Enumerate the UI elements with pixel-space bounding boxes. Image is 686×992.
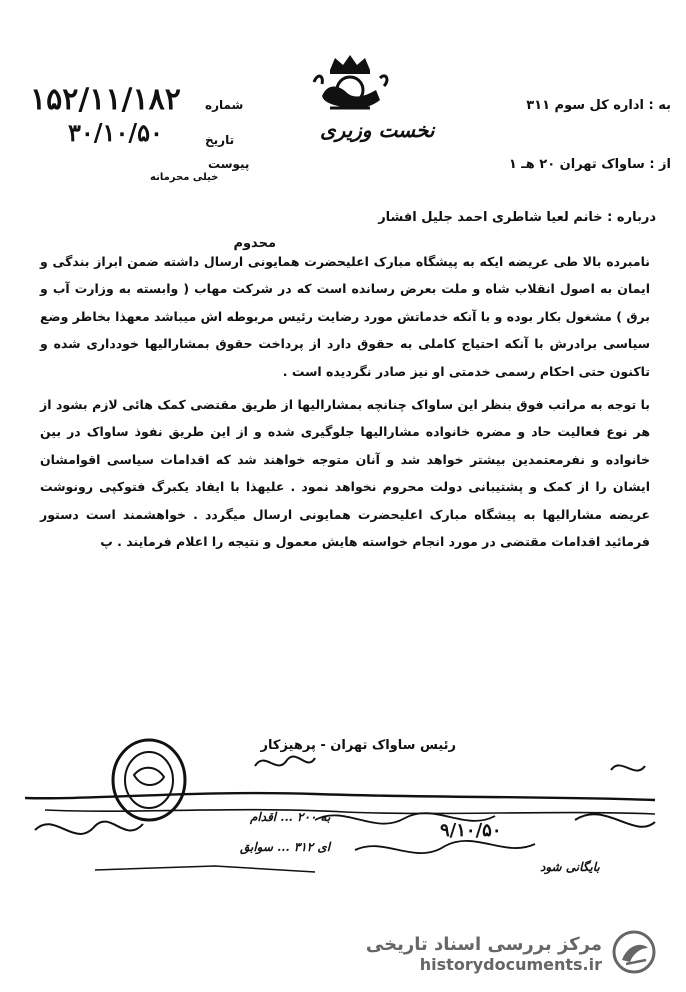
marginal-note-1: به ۲۰۰ ... اقدام (250, 810, 331, 824)
letter-body (40, 248, 650, 555)
attachment-label: پیوست (208, 157, 250, 171)
classification-label: خیلی محرمانه (150, 172, 219, 183)
date-label: تاریخ (205, 133, 235, 147)
watermark-org: مرکز بررسی اسناد تاریخی (365, 934, 602, 955)
watermark (366, 930, 656, 978)
recipient-line: به : اداره کل سوم ۳۱۱ (526, 98, 671, 113)
body-paragraph-2: با توجه به مراتب فوق بنظر این ساواک چنانچه بمشارالیها از طریق مقتضی کمک هائی لازم بشود از هر نوع فعالیت حاد و مضره خانواده مشارالیها جلوگیری شده و از این طریق نفوذ ساواک در بین خانواده و نفرمعتمدین بیشتر خواهد شد و آنان متوجه خواهند شد که اقدامات سیاسی اقوامشان ایشان را از کمک و پشتیبانی دولت محروم نخواهد نمود . علیهذا با ایفاد یکبرگ فتوکپی رونوشت عریضه مشارالیها به پیشگاه مبارک اعلیحضرت همایونی ارسال میگردد . خواهشمند است دستور فرمائید اقدامات مقتضی در مورد انجام خواسته هایش معمول و نتیجه را اعلام فرمایند . پ (40, 397, 650, 550)
marginal-note-2: ای ۳۱۲ ... سوابق (240, 840, 331, 854)
marginal-note-3: بایگانی شود (540, 860, 600, 874)
signature-date: ۹/۱۰/۵۰ (440, 820, 502, 841)
subject-line: درباره : خانم لعیا شاطری احمد جلیل افشار (378, 210, 656, 225)
sender-line: از : ساواک تهران ۲۰ هـ ۱ (508, 157, 671, 172)
archive-logo-icon (612, 930, 656, 978)
ministry-stamp: نخست وزیری (320, 118, 435, 142)
letter-number: ۱۵۲/۱۱/۱۸۲ (30, 82, 181, 117)
subject-line-2: محدوم (233, 236, 276, 251)
signature-title: رئیس ساواک تهران - پرهیزکار (260, 738, 456, 753)
letter-date: ۳۰/۱۰/۵۰ (68, 118, 163, 147)
number-label: شماره (205, 98, 244, 112)
emblem-icon (310, 52, 390, 120)
watermark-url: historydocuments.ir (419, 955, 602, 974)
body-paragraph-1: نامبرده بالا طی عریضه ایکه به پیشگاه مبارک اعلیحضرت همایونی ارسال داشته ضمن ابراز بندگی و ایمان به اصول انقلاب شاه و ملت بعرض رسانده است که در شرکت مهاب ( وابسته به وزارت آب و برق ) مشغول بکار بوده و با آنکه خدماتش مورد رضایت رئیس مربوطه اش میباشد معهذا بخاطر وضع سیاسی برادرش با آنکه احتیاج کاملی به حقوق دارد از پرداخت حقوق بمشارالیها خودداری شده و تاکنون حتی احکام رسمی خدمتی او نیز صادر نگردیده است . (40, 254, 650, 379)
